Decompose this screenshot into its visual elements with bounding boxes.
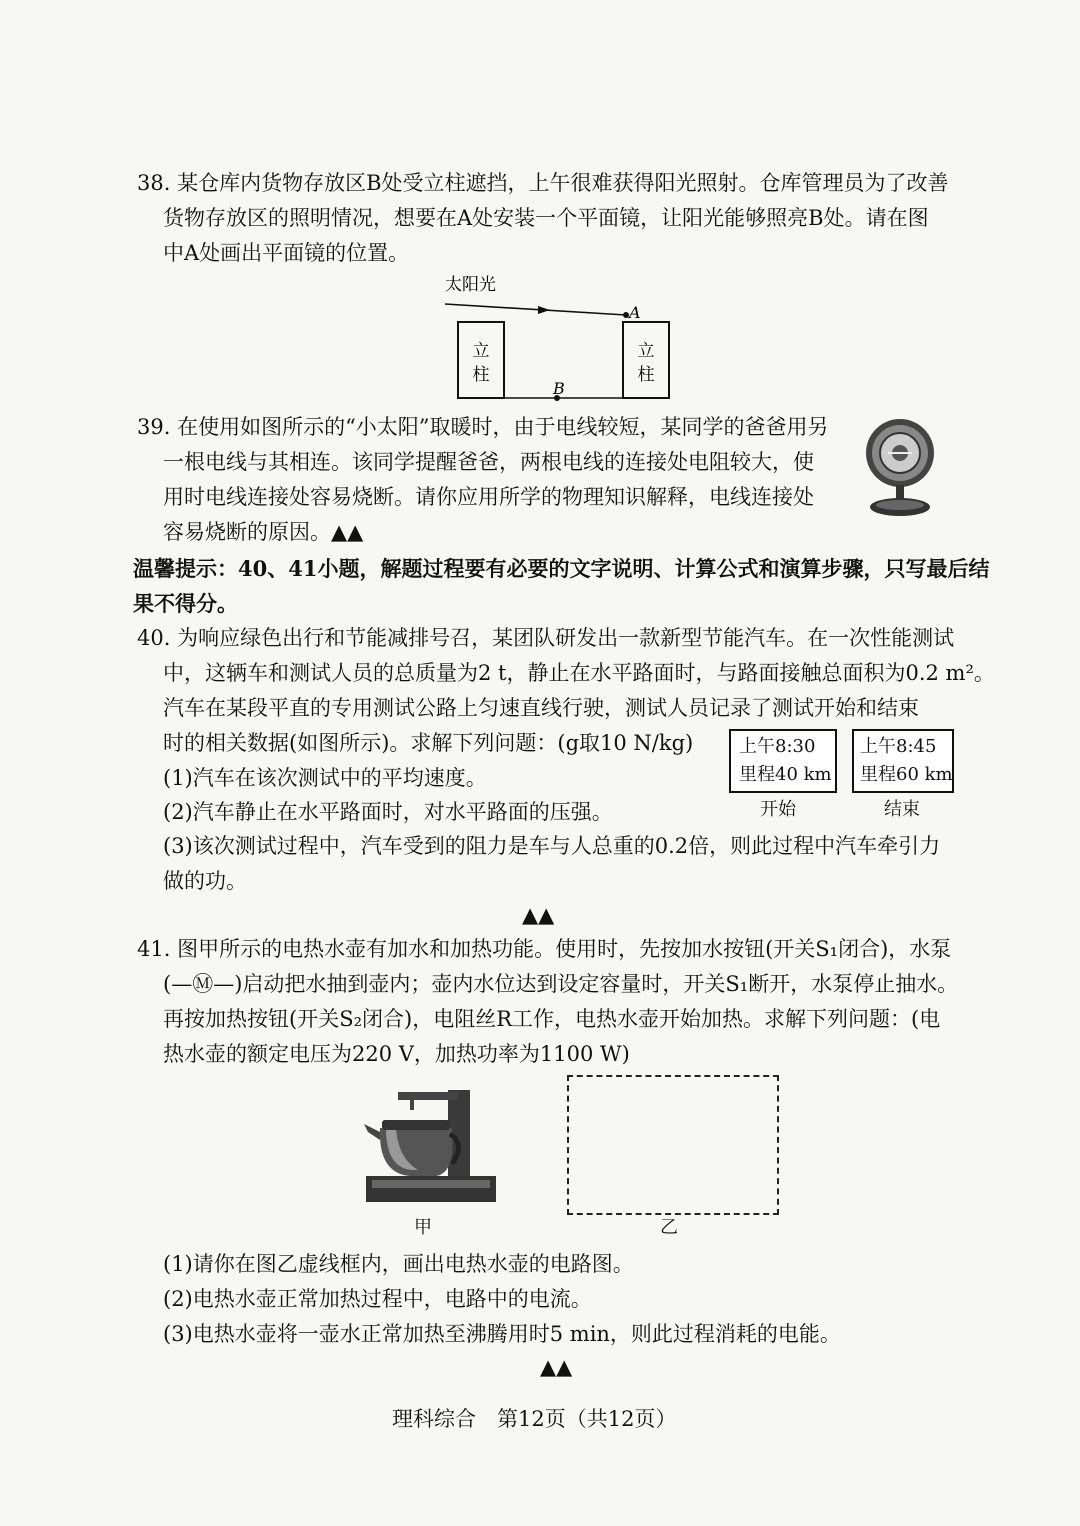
page-footer: 理科综合 第12页（共12页） bbox=[392, 1407, 677, 1431]
end-time: 上午8:45 bbox=[860, 736, 937, 757]
q38-line-2: 货物存放区的照明情况，想要在A处安装一个平面镜，让阳光能够照亮B处。请在图 bbox=[163, 206, 929, 230]
q39-line-3: 用时电线连接处容易烧断。请你应用所学的物理知识解释，电线连接处 bbox=[163, 485, 814, 509]
pillar-left-char1: 立 bbox=[472, 341, 490, 361]
kettle-image bbox=[358, 1088, 500, 1206]
q40-sub-1: (1)汽车在该次测试中的平均速度。 bbox=[163, 766, 487, 790]
start-mileage: 里程40 km bbox=[739, 764, 832, 785]
point-b-label: B bbox=[553, 379, 565, 398]
q41-line-1: 41. 图甲所示的电热水壶有加水和加热功能。使用时，先按加水按钮(开关S₁闭合)，水泵 bbox=[137, 937, 952, 961]
tip-line-2: 果不得分。 bbox=[133, 591, 238, 616]
circuit-drawing-area[interactable] bbox=[567, 1075, 779, 1215]
q41-line-3: 再按加热按钮(开关S₂闭合)，电阻丝R工作，电热水壶开始加热。求解下列问题：(电 bbox=[163, 1007, 941, 1031]
q41-sub-3: (3)电热水壶将一壶水正常加热至沸腾用时5 min，则此过程消耗的电能。 bbox=[163, 1322, 841, 1346]
q41-sub-1: (1)请你在图乙虚线框内，画出电热水壶的电路图。 bbox=[163, 1252, 634, 1276]
start-caption: 开始 bbox=[760, 799, 796, 820]
q41-answer-mark: ▲▲ bbox=[540, 1355, 573, 1379]
end-caption: 结束 bbox=[884, 799, 920, 820]
q38-figure bbox=[440, 270, 680, 405]
q40-sub-3a: (3)该次测试过程中，汽车受到的阻力是车与人总重的0.2倍，则此过程中汽车牵引力 bbox=[163, 834, 941, 858]
q39-line-4: 容易烧断的原因。▲▲ bbox=[163, 520, 364, 544]
end-record-box bbox=[852, 729, 954, 793]
tip-line-1: 温馨提示：40、41小题，解题过程要有必要的文字说明、计算公式和演算步骤，只写最后结 bbox=[133, 556, 990, 581]
end-mileage: 里程60 km bbox=[860, 764, 953, 785]
q39-line-1: 39. 在使用如图所示的“小太阳”取暖时，由于电线较短，某同学的爸爸用另 bbox=[137, 415, 829, 439]
q40-line-2: 中，这辆车和测试人员的总质量为2 t，静止在水平路面时，与路面接触总面积为0.2 m²。 bbox=[163, 661, 995, 685]
pillar-right-char1: 立 bbox=[637, 341, 655, 361]
q38-line-1: 38. 某仓库内货物存放区B处受立柱遮挡，上午很难获得阳光照射。仓库管理员为了改善 bbox=[137, 171, 949, 195]
heater-image bbox=[860, 413, 942, 523]
q40-line-3: 汽车在某段平直的专用测试公路上匀速直线行驶，测试人员记录了测试开始和结束 bbox=[163, 696, 919, 720]
q40-answer-mark: ▲▲ bbox=[522, 903, 555, 927]
q40-sub-3b: 做的功。 bbox=[163, 869, 247, 893]
q41-line-2: (—Ⓜ—)启动把水抽到壶内；壶内水位达到设定容量时，开关S₁断开，水泵停止抽水。 bbox=[163, 972, 959, 996]
start-time: 上午8:30 bbox=[739, 736, 816, 757]
start-record-box bbox=[729, 729, 837, 793]
pillar-left-char2: 柱 bbox=[472, 365, 490, 385]
q38-line-3: 中A处画出平面镜的位置。 bbox=[163, 241, 410, 265]
q41-sub-2: (2)电热水壶正常加热过程中，电路中的电流。 bbox=[163, 1287, 592, 1311]
q40-line-1: 40. 为响应绿色出行和节能减排号召，某团队研发出一款新型节能汽车。在一次性能测试 bbox=[137, 626, 955, 650]
light-arrow-icon bbox=[538, 306, 550, 314]
caption-jia: 甲 bbox=[414, 1217, 432, 1238]
pillar-right-char2: 柱 bbox=[637, 365, 655, 385]
point-a-label: A bbox=[629, 303, 641, 322]
q40-sub-2: (2)汽车静止在水平路面时，对水平路面的压强。 bbox=[163, 800, 613, 824]
q40-line-4: 时的相关数据(如图所示)。求解下列问题：(g取10 N/kg) bbox=[163, 731, 694, 755]
sunlight-label: 太阳光 bbox=[445, 275, 496, 295]
caption-yi: 乙 bbox=[660, 1217, 678, 1238]
q41-line-4: 热水壶的额定电压为220 V，加热功率为1100 W) bbox=[163, 1042, 630, 1066]
q39-line-2: 一根电线与其相连。该同学提醒爸爸，两根电线的连接处电阻较大，使 bbox=[163, 450, 814, 474]
